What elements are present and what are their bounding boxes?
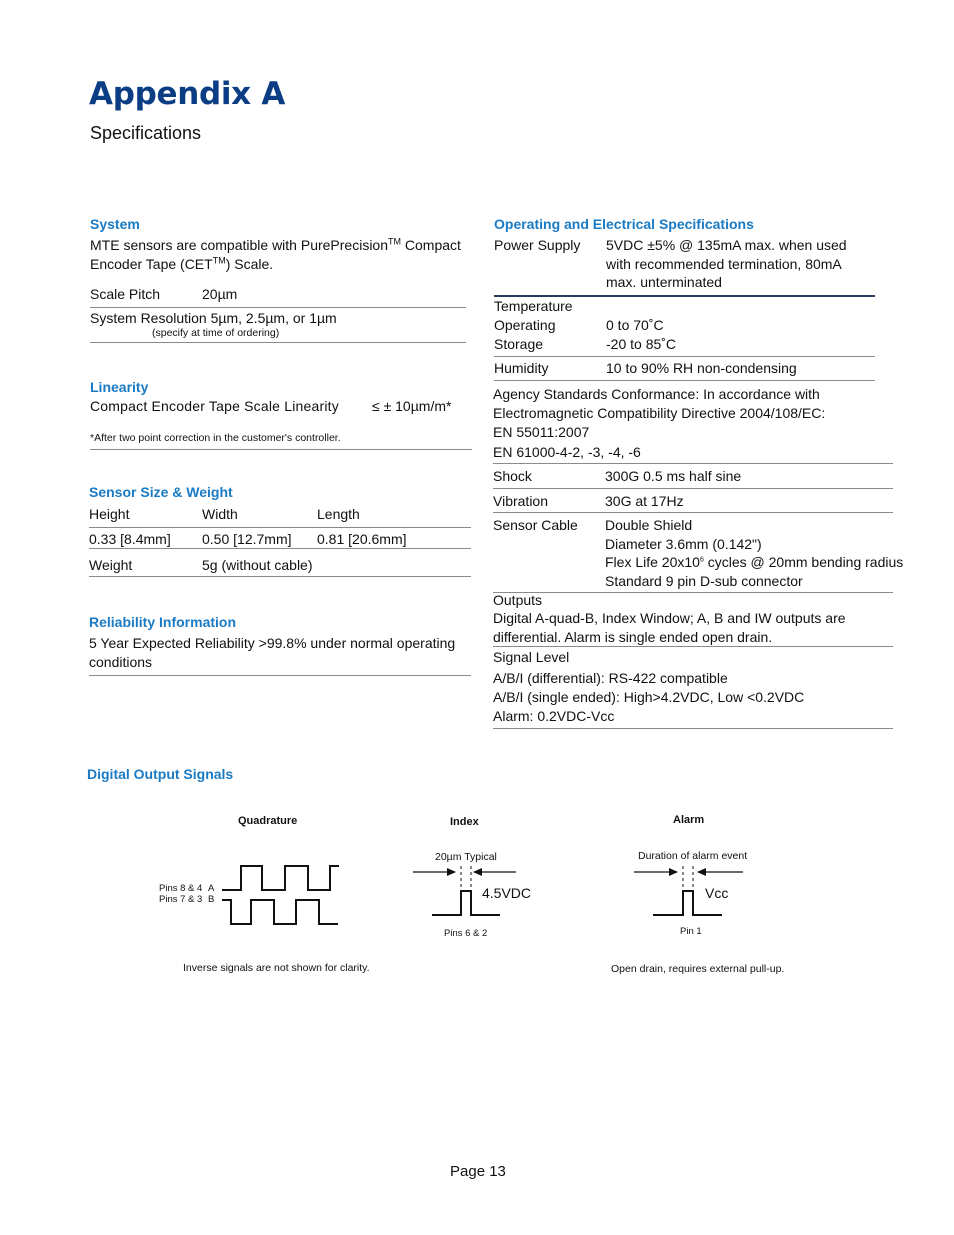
width-value: 0.50 [12.7mm] bbox=[202, 531, 292, 547]
outputs-label: Outputs bbox=[493, 592, 543, 608]
quadrature-title: Quadrature bbox=[238, 815, 298, 827]
humidity-value: 10 to 90% RH non-condensing bbox=[606, 360, 797, 376]
quadrature-a-label: A bbox=[208, 883, 215, 894]
agency-line3: EN 55011:2007 bbox=[493, 424, 590, 440]
linearity-value: ≤ ± 10µm/m* bbox=[372, 398, 452, 414]
power-supply-line1: 5VDC ±5% @ 135mA max. when used bbox=[606, 237, 847, 253]
outputs-line2: differential. Alarm is single ended open drain. bbox=[493, 629, 773, 645]
system-resolution: System Resolution 5µm, 2.5µm, or 1µm bbox=[90, 310, 337, 326]
cable-line3-text: Flex Life 20x10 bbox=[605, 554, 700, 570]
storage-label: Storage bbox=[494, 336, 544, 352]
arrowhead bbox=[669, 868, 678, 876]
weight-label: Weight bbox=[89, 557, 133, 573]
index-title: Index bbox=[450, 816, 479, 828]
vibration-value: 30G at 17Hz bbox=[605, 493, 684, 509]
size-weight-heading: Sensor Size & Weight bbox=[89, 484, 233, 500]
alarm-note: Open drain, requires external pull-up. bbox=[611, 963, 785, 975]
alarm-title: Alarm bbox=[673, 814, 705, 826]
signal-line2: A/B/I (single ended): High>4.2VDC, Low <0.2VDC bbox=[493, 689, 805, 705]
agency-line4: EN 61000-4-2, -3, -4, -6 bbox=[493, 444, 641, 460]
quadrature-note: Inverse signals are not shown for clarity. bbox=[183, 962, 370, 974]
operating-heading: Operating and Electrical Specifications bbox=[494, 216, 754, 232]
cable-line3-text: cycles @ 20mm bending radius bbox=[703, 554, 904, 570]
signal-level-label: Signal Level bbox=[493, 649, 570, 665]
trademark-mark: TM bbox=[388, 236, 402, 247]
cable-line4: Standard 9 pin D-sub connector bbox=[605, 573, 803, 589]
vibration-label: Vibration bbox=[493, 493, 549, 509]
quadrature-pins-a: Pins 8 & 4 bbox=[159, 883, 203, 894]
system-intro-text: ) Scale. bbox=[225, 256, 274, 272]
quadrature-pins-b: Pins 7 & 3 bbox=[159, 894, 203, 905]
humidity-label: Humidity bbox=[494, 360, 549, 376]
linearity-footnote: *After two point correction in the customer's controller. bbox=[90, 432, 341, 444]
alarm-duration-label: Duration of alarm event bbox=[638, 850, 748, 862]
linearity-label: Compact Encoder Tape Scale Linearity bbox=[90, 398, 339, 414]
arrowhead bbox=[697, 868, 706, 876]
page-number: Page 13 bbox=[450, 1163, 506, 1180]
resolution-note: (specify at time of ordering) bbox=[152, 327, 280, 339]
power-supply-line3: max. unterminated bbox=[606, 274, 722, 290]
signal-line3: Alarm: 0.2VDC-Vcc bbox=[493, 708, 615, 724]
reliability-heading: Reliability Information bbox=[89, 614, 237, 630]
scale-pitch-value: 20µm bbox=[202, 286, 238, 302]
temperature-label: Temperature bbox=[494, 298, 573, 314]
outputs-line1: Digital A-quad-B, Index Window; A, B and IW outputs are bbox=[493, 610, 846, 626]
column-header-length: Length bbox=[317, 506, 360, 522]
index-pins: Pins 6 & 2 bbox=[444, 928, 488, 939]
system-intro-text: Encoder Tape (CET bbox=[90, 256, 213, 272]
column-header-width: Width bbox=[202, 506, 238, 522]
exponent: 6 bbox=[699, 556, 704, 564]
system-heading: System bbox=[90, 216, 140, 232]
trademark-mark: TM bbox=[212, 255, 226, 266]
index-voltage: 4.5VDC bbox=[482, 885, 532, 901]
system-intro-text: MTE sensors are compatible with PurePrecision bbox=[90, 237, 389, 253]
alarm-voltage: Vcc bbox=[705, 885, 729, 901]
operating-label: Operating bbox=[494, 317, 556, 333]
cable-line1: Double Shield bbox=[605, 517, 693, 533]
digital-output-heading: Digital Output Signals bbox=[87, 766, 234, 782]
reliability-line2: conditions bbox=[89, 654, 153, 670]
cable-line2: Diameter 3.6mm (0.142") bbox=[605, 536, 762, 552]
length-value: 0.81 [20.6mm] bbox=[317, 531, 407, 547]
signal-line1: A/B/I (differential): RS-422 compatible bbox=[493, 670, 728, 686]
power-supply-label: Power Supply bbox=[494, 237, 581, 253]
reliability-line1: 5 Year Expected Reliability >99.8% under normal operating bbox=[89, 635, 456, 651]
sensor-cable-label: Sensor Cable bbox=[493, 517, 578, 533]
agency-line2: Electromagnetic Compatibility Directive 2004/108/EC: bbox=[493, 405, 826, 421]
linearity-heading: Linearity bbox=[90, 379, 149, 395]
index-typical-label: 20µm Typical bbox=[435, 851, 497, 863]
system-intro-text: Compact bbox=[401, 237, 461, 253]
weight-value: 5g (without cable) bbox=[202, 557, 313, 573]
page-title: Appendix A bbox=[89, 76, 286, 112]
column-header-height: Height bbox=[89, 506, 130, 522]
shock-value: 300G 0.5 ms half sine bbox=[605, 468, 742, 484]
operating-value: 0 to 70˚C bbox=[606, 317, 664, 333]
storage-value: -20 to 85˚C bbox=[606, 336, 677, 352]
shock-label: Shock bbox=[493, 468, 532, 484]
scale-pitch-label: Scale Pitch bbox=[90, 286, 161, 302]
height-value: 0.33 [8.4mm] bbox=[89, 531, 171, 547]
agency-line1: Agency Standards Conformance: In accordance with bbox=[493, 386, 820, 402]
page-subtitle: Specifications bbox=[90, 123, 202, 143]
power-supply-line2: with recommended termination, 80mA bbox=[606, 256, 842, 272]
alarm-pin: Pin 1 bbox=[680, 926, 702, 937]
quadrature-b-label: B bbox=[208, 894, 215, 905]
